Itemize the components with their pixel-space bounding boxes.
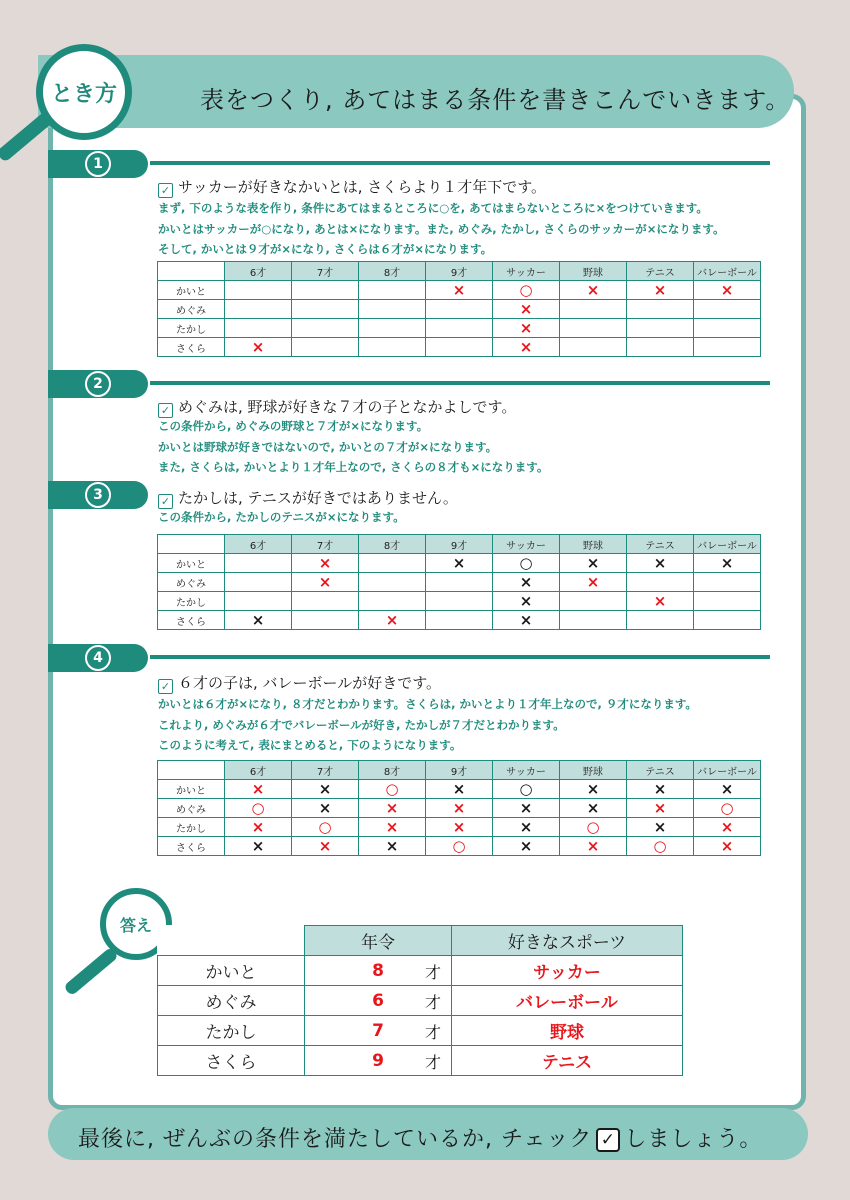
answer-age: 8 才 xyxy=(305,956,452,986)
table-cell xyxy=(560,818,627,837)
table-cell xyxy=(493,281,560,300)
table-cell xyxy=(292,573,359,592)
table-cell xyxy=(493,818,560,837)
column-header: バレーボール xyxy=(694,535,761,554)
column-header: 7才 xyxy=(292,535,359,554)
table-cell xyxy=(359,319,426,338)
column-header: 野球 xyxy=(560,761,627,780)
step-4-rule xyxy=(150,655,770,659)
table-cell xyxy=(225,338,292,357)
table-cell xyxy=(359,799,426,818)
step-1-marker xyxy=(48,150,148,178)
table-cell xyxy=(225,319,292,338)
cross-mark: × xyxy=(653,554,667,572)
circle-mark: ○ xyxy=(251,799,265,817)
table-cell xyxy=(694,300,761,319)
table-step-4 xyxy=(157,760,761,856)
answer-row xyxy=(158,986,683,1016)
step-3-heading: ✓ たかしは, テニスが好きではありません。 xyxy=(158,487,458,509)
table-cell xyxy=(292,799,359,818)
table-cell xyxy=(627,611,694,630)
cross-mark: × xyxy=(720,554,734,572)
answer-name: さくら xyxy=(158,1046,305,1076)
table-cell xyxy=(426,818,493,837)
circle-mark: ○ xyxy=(519,281,533,299)
table-cell xyxy=(627,780,694,799)
table-cell xyxy=(292,319,359,338)
cross-mark: × xyxy=(318,573,332,591)
method-badge: とき方 xyxy=(36,44,132,140)
table-cell xyxy=(627,592,694,611)
answer-age: 9 才 xyxy=(305,1046,452,1076)
column-header: テニス xyxy=(627,262,694,281)
footer-text: 最後に, ぜんぶの条件を満たしているか, チェック ✓ しましょう。 xyxy=(78,1127,763,1152)
table-cell xyxy=(426,611,493,630)
cross-mark: × xyxy=(318,837,332,855)
step-1-explanation: まず, 下のような表を作り, 条件にあてはまるところに○を, あてはまらないところに×をつけていきます。 かいとはサッカーが○になり, あとは×になります。また, めぐみ, たかし, さくらのサッカーが×になります。 そして, かいとは９才が×になり, さくらは６才が×になります。 xyxy=(158,201,725,256)
step-2-explanation: この条件から, めぐみの野球と７才が×になります。 かいとは野球が好きではないので, かいとの７才が×になります。 また, さくらは, かいとより１才年上なので, さくらの８才も×になります。 xyxy=(158,419,549,474)
table-cell xyxy=(359,573,426,592)
row-name: かいと xyxy=(158,780,225,799)
table-cell xyxy=(225,281,292,300)
table-cell xyxy=(493,837,560,856)
column-header: 9才 xyxy=(426,535,493,554)
answer-sport: テニス xyxy=(452,1046,683,1076)
column-header: 6才 xyxy=(225,761,292,780)
step-number: 4 xyxy=(85,645,111,671)
cross-mark: × xyxy=(720,837,734,855)
column-header: テニス xyxy=(627,535,694,554)
table-cell xyxy=(560,319,627,338)
table-cell xyxy=(426,319,493,338)
cross-mark: × xyxy=(653,780,667,798)
table-cell xyxy=(493,592,560,611)
table-cell xyxy=(560,611,627,630)
table-cell xyxy=(694,281,761,300)
table-row xyxy=(158,818,761,837)
row-name: さくら xyxy=(158,611,225,630)
circle-mark: ○ xyxy=(318,818,332,836)
cross-mark: × xyxy=(519,300,533,318)
cross-mark: × xyxy=(653,799,667,817)
step-2-heading: ✓ めぐみは, 野球が好きな７才の子となかよしです。 xyxy=(158,396,516,418)
cross-mark: × xyxy=(318,554,332,572)
table-cell xyxy=(493,611,560,630)
column-header: 9才 xyxy=(426,262,493,281)
column-header: 8才 xyxy=(359,535,426,554)
step-2-rule xyxy=(150,381,770,385)
cross-mark: × xyxy=(653,818,667,836)
table-row xyxy=(158,319,761,338)
table-cell xyxy=(627,300,694,319)
answer-table xyxy=(157,925,683,1076)
table-cell xyxy=(560,780,627,799)
cross-mark: × xyxy=(519,573,533,591)
table-cell xyxy=(292,338,359,357)
column-header: 7才 xyxy=(292,761,359,780)
table-cell xyxy=(627,818,694,837)
cross-mark: × xyxy=(653,592,667,610)
table-cell xyxy=(694,573,761,592)
table-cell xyxy=(359,780,426,799)
table-cell xyxy=(426,799,493,818)
table-cell xyxy=(560,281,627,300)
cross-mark: × xyxy=(318,780,332,798)
row-name: さくら xyxy=(158,338,225,357)
answer-badge: 答え xyxy=(100,888,172,960)
table-row xyxy=(158,338,761,357)
cross-mark: × xyxy=(653,281,667,299)
cross-mark: × xyxy=(586,780,600,798)
table-cell xyxy=(426,300,493,319)
column-header: テニス xyxy=(627,761,694,780)
table-cell xyxy=(292,837,359,856)
table-cell xyxy=(560,837,627,856)
answer-sport: バレーボール xyxy=(452,986,683,1016)
table-cell xyxy=(225,573,292,592)
table-cell xyxy=(426,338,493,357)
table-cell xyxy=(225,592,292,611)
row-name: かいと xyxy=(158,281,225,300)
table-cell xyxy=(627,837,694,856)
table-row xyxy=(158,573,761,592)
cross-mark: × xyxy=(519,592,533,610)
table-cell xyxy=(627,799,694,818)
column-header: サッカー xyxy=(493,535,560,554)
cross-mark: × xyxy=(586,281,600,299)
table-cell xyxy=(560,573,627,592)
table-row xyxy=(158,799,761,818)
cross-mark: × xyxy=(385,611,399,629)
circle-mark: ○ xyxy=(519,554,533,572)
table-cell xyxy=(694,319,761,338)
table-cell xyxy=(694,818,761,837)
cross-mark: × xyxy=(452,799,466,817)
checkbox-icon: ✓ xyxy=(158,183,173,198)
intro-text: 表をつくり, あてはまる条件を書きこんでいきます。 xyxy=(200,86,791,114)
cross-mark: × xyxy=(586,799,600,817)
cross-mark: × xyxy=(385,799,399,817)
step-4-marker xyxy=(48,644,148,672)
cross-mark: × xyxy=(452,780,466,798)
checkbox-icon: ✓ xyxy=(158,494,173,509)
circle-mark: ○ xyxy=(720,799,734,817)
table-cell xyxy=(493,573,560,592)
table-cell xyxy=(627,573,694,592)
table-cell xyxy=(560,554,627,573)
table-cell xyxy=(426,592,493,611)
table-cell xyxy=(560,300,627,319)
table-cell xyxy=(359,818,426,837)
row-name: めぐみ xyxy=(158,573,225,592)
column-header: サッカー xyxy=(493,262,560,281)
circle-mark: ○ xyxy=(653,837,667,855)
circle-mark: ○ xyxy=(385,780,399,798)
step-4-heading: ✓ ６才の子は, バレーボールが好きです。 xyxy=(158,672,441,694)
answer-sport: サッカー xyxy=(452,956,683,986)
column-header: 野球 xyxy=(560,535,627,554)
table-cell xyxy=(627,554,694,573)
table-cell xyxy=(359,837,426,856)
age-header: 年令 xyxy=(305,926,452,956)
cross-mark: × xyxy=(720,780,734,798)
cross-mark: × xyxy=(586,554,600,572)
table-row xyxy=(158,837,761,856)
answer-name: たかし xyxy=(158,1016,305,1046)
table-cell xyxy=(694,799,761,818)
table-cell xyxy=(225,837,292,856)
answer-name: めぐみ xyxy=(158,986,305,1016)
cross-mark: × xyxy=(251,818,265,836)
column-header: サッカー xyxy=(493,761,560,780)
cross-mark: × xyxy=(251,837,265,855)
answer-sport: 野球 xyxy=(452,1016,683,1046)
cross-mark: × xyxy=(385,818,399,836)
cross-mark: × xyxy=(251,780,265,798)
table-cell xyxy=(493,319,560,338)
cross-mark: × xyxy=(720,818,734,836)
table-cell xyxy=(493,300,560,319)
table-cell xyxy=(292,300,359,319)
table-step-1 xyxy=(157,261,761,357)
corner-cell xyxy=(158,761,225,780)
table-cell xyxy=(359,611,426,630)
column-header: バレーボール xyxy=(694,761,761,780)
table-cell xyxy=(426,554,493,573)
table-cell xyxy=(359,554,426,573)
cross-mark: × xyxy=(318,799,332,817)
cross-mark: × xyxy=(452,818,466,836)
cross-mark: × xyxy=(519,319,533,337)
age-unit: 才 xyxy=(424,1053,441,1072)
cross-mark: × xyxy=(519,837,533,855)
table-cell xyxy=(560,799,627,818)
table-cell xyxy=(359,338,426,357)
table-cell xyxy=(225,799,292,818)
cross-mark: × xyxy=(251,611,265,629)
column-header: 9才 xyxy=(426,761,493,780)
cross-mark: × xyxy=(519,611,533,629)
column-header: 6才 xyxy=(225,262,292,281)
table-cell xyxy=(292,818,359,837)
column-header: 野球 xyxy=(560,262,627,281)
table-row xyxy=(158,592,761,611)
step-3-explanation: この条件から, たかしのテニスが×になります。 xyxy=(158,510,405,524)
row-name: めぐみ xyxy=(158,799,225,818)
column-header: 8才 xyxy=(359,761,426,780)
table-cell xyxy=(493,338,560,357)
table-row xyxy=(158,780,761,799)
column-header: バレーボール xyxy=(694,262,761,281)
checkbox-icon: ✓ xyxy=(158,403,173,418)
cross-mark: × xyxy=(452,281,466,299)
table-cell xyxy=(694,780,761,799)
answer-row xyxy=(158,956,683,986)
cross-mark: × xyxy=(586,837,600,855)
cross-mark: × xyxy=(586,573,600,591)
row-name: たかし xyxy=(158,319,225,338)
answer-age: 6 才 xyxy=(305,986,452,1016)
table-cell xyxy=(359,300,426,319)
table-cell xyxy=(627,281,694,300)
age-unit: 才 xyxy=(424,993,441,1012)
table-cell xyxy=(694,554,761,573)
step-1-heading: ✓ サッカーが好きなかいとは, さくらより１才年下です。 xyxy=(158,176,546,198)
table-cell xyxy=(627,319,694,338)
cross-mark: × xyxy=(452,554,466,572)
row-name: めぐみ xyxy=(158,300,225,319)
row-name: さくら xyxy=(158,837,225,856)
cross-mark: × xyxy=(251,338,265,356)
row-name: かいと xyxy=(158,554,225,573)
table-cell xyxy=(627,338,694,357)
step-number: 3 xyxy=(85,482,111,508)
column-header: 8才 xyxy=(359,262,426,281)
check-box-icon: ✓ xyxy=(596,1128,620,1152)
table-cell xyxy=(359,281,426,300)
table-cell xyxy=(292,592,359,611)
sport-header: 好きなスポーツ xyxy=(452,926,683,956)
table-cell xyxy=(694,592,761,611)
table-cell xyxy=(292,611,359,630)
table-cell xyxy=(225,300,292,319)
column-header: 6才 xyxy=(225,535,292,554)
table-cell xyxy=(225,611,292,630)
step-1-rule xyxy=(150,161,770,165)
step-3-marker xyxy=(48,481,148,509)
table-row xyxy=(158,300,761,319)
table-cell xyxy=(694,611,761,630)
age-unit: 才 xyxy=(424,1023,441,1042)
table-cell xyxy=(426,281,493,300)
table-cell xyxy=(560,338,627,357)
step-4-explanation: かいとは６才が×になり, ８才だとわかります。さくらは, かいとより１才年上なので, ９才になります。 これより, めぐみが６才でバレーボールが好き, たかしが７才だとわかります。 このように考えて, 表にまとめると, 下のようになります。 xyxy=(158,697,697,752)
table-cell xyxy=(694,338,761,357)
table-cell xyxy=(426,573,493,592)
corner-cell xyxy=(158,535,225,554)
table-cell xyxy=(225,818,292,837)
table-step-3 xyxy=(157,534,761,630)
answer-name: かいと xyxy=(158,956,305,986)
table-row xyxy=(158,554,761,573)
table-cell xyxy=(292,554,359,573)
table-cell xyxy=(694,837,761,856)
table-cell xyxy=(493,799,560,818)
table-cell xyxy=(292,281,359,300)
circle-mark: ○ xyxy=(586,818,600,836)
step-number: 1 xyxy=(85,151,111,177)
row-name: たかし xyxy=(158,818,225,837)
row-name: たかし xyxy=(158,592,225,611)
table-cell xyxy=(426,780,493,799)
circle-mark: ○ xyxy=(452,837,466,855)
table-cell xyxy=(493,780,560,799)
age-unit: 才 xyxy=(424,963,441,982)
cross-mark: × xyxy=(519,799,533,817)
step-2-marker xyxy=(48,370,148,398)
table-row xyxy=(158,611,761,630)
answer-row xyxy=(158,1046,683,1076)
cross-mark: × xyxy=(385,837,399,855)
table-cell xyxy=(493,554,560,573)
table-cell xyxy=(426,837,493,856)
table-cell xyxy=(292,780,359,799)
circle-mark: ○ xyxy=(519,780,533,798)
cross-mark: × xyxy=(519,818,533,836)
answer-age: 7 才 xyxy=(305,1016,452,1046)
cross-mark: × xyxy=(519,338,533,356)
table-cell xyxy=(225,780,292,799)
table-row xyxy=(158,281,761,300)
column-header: 7才 xyxy=(292,262,359,281)
checkbox-icon: ✓ xyxy=(158,679,173,694)
cross-mark: × xyxy=(720,281,734,299)
table-cell xyxy=(560,592,627,611)
answer-row xyxy=(158,1016,683,1046)
step-number: 2 xyxy=(85,371,111,397)
corner-cell xyxy=(158,262,225,281)
table-cell xyxy=(225,554,292,573)
table-cell xyxy=(359,592,426,611)
